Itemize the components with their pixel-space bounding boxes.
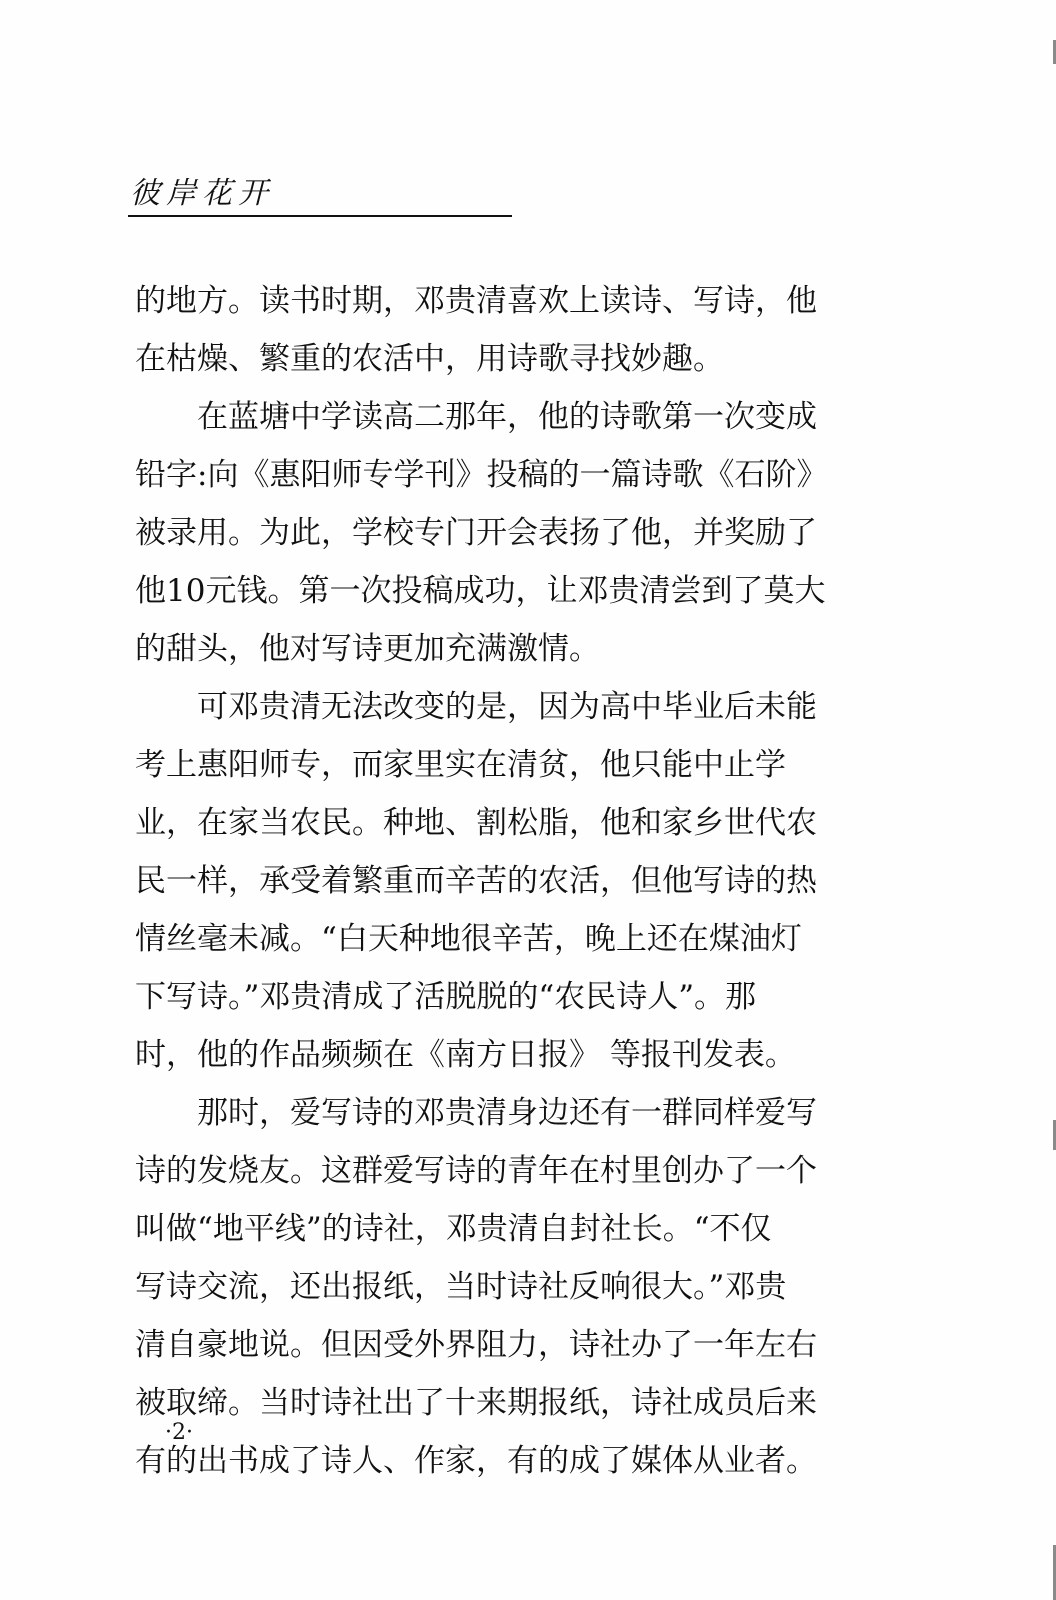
text-line: 下写诗。”邓贵清成了活脱脱的“农民诗人”。那 [135, 979, 757, 1015]
text-line: 时，他的作品频频在《南方日报》 等报刊发表。 [135, 1037, 796, 1073]
text-line: 清自豪地说。但因受外界阻力，诗社办了一年左右 [135, 1327, 817, 1363]
text-line: 在枯燥、繁重的农活中，用诗歌寻找妙趣。 [135, 341, 724, 377]
text-line: 民一样，承受着繁重而辛苦的农活，但他写诗的热 [135, 863, 817, 899]
running-title: 彼岸花开 [130, 176, 274, 211]
text-line: 诗的发烧友。这群爱写诗的青年在村里创办了一个 [135, 1153, 817, 1189]
text-line: 的地方。读书时期，邓贵清喜欢上读诗、写诗，他 [135, 283, 817, 319]
text-line: 那时，爱写诗的邓贵清身边还有一群同样爱写 [197, 1095, 817, 1131]
text-line: 被取缔。当时诗社出了十来期报纸，诗社成员后来 [135, 1385, 817, 1421]
page-number: ·2· [165, 1420, 193, 1445]
text-line: 叫做“地平线”的诗社，邓贵清自封社长。“不仅 [135, 1211, 772, 1247]
text-line: 铅字:向《惠阳师专学刊》投稿的一篇诗歌《石阶》 [135, 457, 828, 493]
text-line: 写诗交流，还出报纸，当时诗社反响很大。”邓贵 [135, 1269, 787, 1305]
text-line: 的甜头，他对写诗更加充满激情。 [135, 631, 600, 667]
text-line: 在蓝塘中学读高二那年，他的诗歌第一次变成 [197, 399, 817, 435]
body-text [135, 272, 935, 1490]
text-line: 业，在家当农民。种地、割松脂，他和家乡世代农 [135, 805, 817, 841]
header-rule [128, 215, 512, 217]
text-line: 被录用。为此，学校专门开会表扬了他，并奖励了 [135, 515, 817, 551]
text-line: 考上惠阳师专，而家里实在清贫，他只能中止学 [135, 747, 786, 783]
text-line: 可邓贵清无法改变的是，因为高中毕业后未能 [197, 689, 817, 725]
text-line: 他10元钱。第一次投稿成功，让邓贵清尝到了莫大 [135, 573, 826, 609]
text-line: 有的出书成了诗人、作家，有的成了媒体从业者。 [135, 1443, 817, 1479]
text-line: 情丝毫未减。“白天种地很辛苦，晚上还在煤油灯 [135, 921, 802, 957]
